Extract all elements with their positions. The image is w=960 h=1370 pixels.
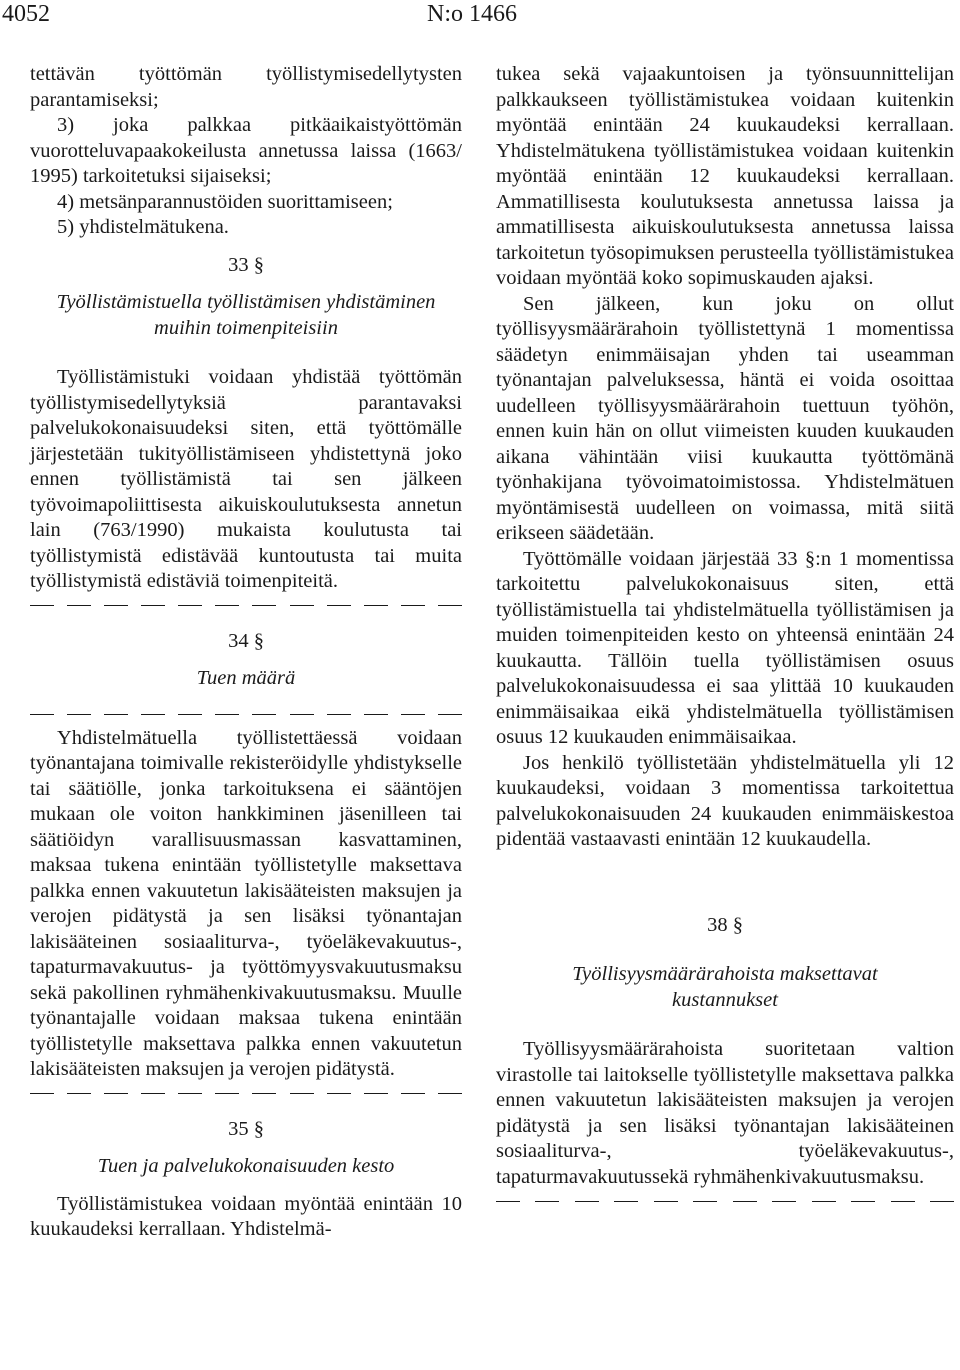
issue-number: N:o 1466 — [427, 1, 517, 27]
page-number: 4052 — [2, 1, 50, 27]
section-35-heading: Tuen ja palvelukokonaisuuden kesto — [97, 1155, 395, 1177]
list-item: 5) yhdistelmätukena. — [57, 216, 229, 238]
paragraph: Jos henkilö työllistetään yhdistelmätuella yli 12 kuukaudeksi, voidaan 3 momentissa tarkoitettua palvelukokonaisuuden 24 kuukauden enimmäiskestoa pidentää vastaavasti enintään 12 kuukaudella. — [496, 751, 954, 850]
omission-marker — [30, 1087, 462, 1101]
section-38-heading: Työllisyysmäärärahoista maksettavat kustannukset — [572, 963, 878, 1011]
paragraph: Sen jälkeen, kun joku on ollut työllisyysmäärärahoin työllistettynä 1 momentissa säädetyn enimmäisajan yhden tai useamman työnantajan palveluksessa, häntä ei voida osoittaa uudelleen työllisyysmäärärahoin tuettuun työhön, ennen kuin hän on ollut viimeisten kuuden kuukauden aikana vähintään viisi kuukautta työttömänä työnhakijana työvoimatoimistossa. Yhdistelmätuen myöntämisestä uudelleen on voimassa, mitä siitä erikseen säädetään. — [496, 292, 954, 544]
omission-marker — [496, 1194, 954, 1208]
section-38-text: Työllisyysmäärärahoista suoritetaan valtion virastolle tai laitokselle työllistetylle maksettava palkka ennen vakuutetun lakisääteisten maksujen ja verojen pidätystä ja sen lisäksi työnantajan lakisääteinen sosiaaliturva-, työeläkevakuutus-, tapaturmavakuutussekä ryhmähenkivakuutusmaksu. — [496, 1038, 954, 1188]
section-38-number: 38 § — [707, 913, 743, 936]
list-item: 3) joka palkkaa pitkäaikaistyöttömän vuorotteluvapaakokeilusta annetussa laissa (1663/ 1995) tarkoitetuksi sijaiseksi; — [30, 114, 462, 187]
list-item: 4) metsänparannustöiden suorittamiseen; — [57, 190, 393, 213]
paragraph: tukea sekä vajaakuntoisen ja työnsuunnittelijan palkkaukseen työllistämistukea voidaan kuitenkin myöntää enintään 24 kuukaudeksi kerrallaan. Yhdistelmätukena työllistämistukea voidaan kuitenkin myöntää enintään 12 kuukaudeksi kerrallaan. Ammatillisesta koulutuksesta annetussa laissa ja ammatillisesta aikuiskoulutuksesta annetussa laissa tarkoitetun työsopimuksen perusteella työllistämistukea voidaan myöntää koko sopimuskauden ajaksi. — [496, 63, 954, 289]
section-35-number: 35 § — [228, 1117, 264, 1140]
section-34-heading: Tuen määrä — [196, 667, 296, 689]
left-column — [30, 62, 462, 1243]
section-34-text: Yhdistelmätuella työllistettäessä voidaan työnantajana toimivalle rekisteröidylle yhdistykselle tai säätiölle, jonka tarkoituksena ei sääntöjen mukaan ole voiton hankkiminen jäsenilleen tai säätiöidyn varallisuusmassan kasvattaminen, maksaa tukena enintään työllistetylle maksettava palkka ennen vakuutetun lakisääteisten maksujen ja verojen pidätystä ja sen lisäksi työnantajan lakisääteinen sosiaaliturva-, työeläkevakuutus-, tapaturmavakuutus- ja työttömyysvakuutusmaksu sekä pakollinen ryhmähenkivakuutusmaksu. Muulle työnantajalle voidaan maksaa tukena enintään työllistetylle maksettava palkka ennen vakuutetun lakisääteisten maksujen ja verojen pidätystä. — [30, 726, 462, 1080]
section-34-number: 34 § — [228, 629, 264, 652]
omission-marker — [30, 599, 462, 613]
list-item: tettävän työttömän työllistymisedellytysten parantamiseksi; — [30, 63, 462, 111]
section-33-heading: Työllistämistuella työllistämisen yhdistäminen muihin toimenpiteisiin — [56, 291, 436, 339]
page-header — [0, 0, 960, 34]
section-35-text: Työllistämistukea voidaan myöntää enintään 10 kuukaudeksi kerrallaan. Yhdistelmä- — [30, 1192, 462, 1240]
omission-marker — [30, 708, 462, 722]
right-column — [496, 62, 954, 1212]
section-33-text: Työllistämistuki voidaan yhdistää työttömän työllistymisedellytyksiä parantavaksi palvelukokonaisuudeksi siten, että työttömälle järjestetään tukityöllistämiseen yhdistettynä joko ennen työllistämistä tai sen jälkeen työvoimapoliittisesta aikuiskoulutuksesta annetun lain (763/1990) mukaista koulutusta tai työllistymistä edistävää kuntoutusta tai muita työllistymistä edistäviä toimenpiteitä. — [30, 366, 462, 592]
paragraph: Työttömälle voidaan järjestää 33 §:n 1 momentissa tarkoitettu palvelukokonaisuus siten, että työllistämistuella tai yhdistelmätuella työllistämisen ja muiden toimenpiteiden kesto on yhteensä enintään 24 kuukautta. Tällöin tuella työllistämisen osuus palvelukokonaisuudessa ei saa ylittää 10 kuukauden enimmäisaikaa eikä yhdistelmätuella työllistämisen osuus 12 kuukauden enimmäisaikaa. — [496, 547, 954, 748]
section-33-number: 33 § — [228, 253, 264, 276]
